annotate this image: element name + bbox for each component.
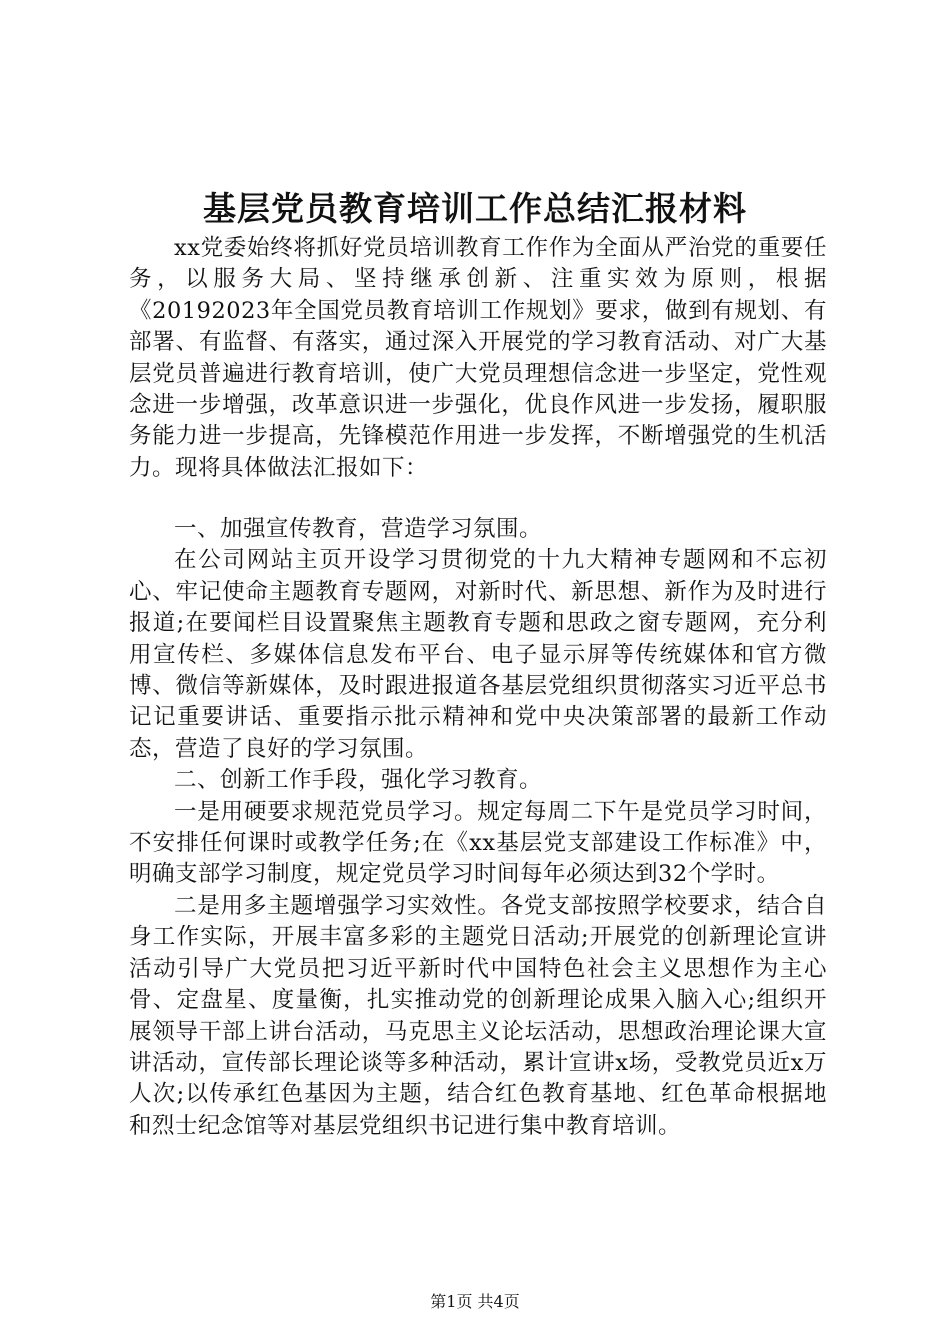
section2-heading: 二、创新工作手段，强化学习教育。 xyxy=(174,767,543,794)
sections-block xyxy=(129,514,827,1142)
document-title: 基层党员教育培训工作总结汇报材料 xyxy=(203,189,747,228)
section2-paragraph-1: 一是用硬要求规范党员学习。规定每周二下午是党员学习时间，不安排任何课时或教学任务;在《xx基层党支部建设工作标准》中，明确支部学习制度，规定党员学习时间每年必须达到32个学时。 xyxy=(129,798,827,888)
section2-paragraph-2: 二是用多主题增强学习实效性。各党支部按照学校要求，结合自身工作实际，开展丰富多彩的主题党日活动;开展党的创新理论宣讲活动引导广大党员把习近平新时代中国特色社会主义思想作为主心骨、定盘星、度量衡，扎实推动党的创新理论成果入脑入心;组织开展领导干部上讲台活动，马克思主义论坛活动，思想政治理论课大宣讲活动，宣传部长理论谈等多种活动，累计宣讲x场，受教党员近x万人次;以传承红色基因为主题，结合红色教育基地、红色革命根据地和烈士纪念馆等对基层党组织书记进行集中教育培训。 xyxy=(129,892,827,1139)
section1-paragraph: 在公司网站主页开设学习贯彻党的十九大精神专题网和不忘初心、牢记使命主题教育专题网，对新时代、新思想、新作为及时进行报道;在要闻栏目设置聚焦主题教育专题和思政之窗专题网，充分利用宣传栏、多媒体信息发布平台、电子显示屏等传统媒体和官方微博、微信等新媒体，及时跟进报道各基层党组织贯彻落实习近平总书记记重要讲话、重要指示批示精神和党中央决策部署的最新工作动态，营造了良好的学习氛围。 xyxy=(129,547,827,762)
intro-block xyxy=(129,233,827,484)
intro-paragraph: xx党委始终将抓好党员培训教育工作作为全面从严治党的重要任务，以服务大局、坚持继承创新、注重实效为原则，根据《20192023年全国党员教育培训工作规划》要求，做到有规划、有部署、有监督、有落实，通过深入开展党的学习教育活动、对广大基层党员普遍进行教育培训，使广大党员理想信念进一步坚定，党性观念进一步增强，改革意识进一步强化，优良作风进一步发扬，履职服务能力进一步提高，先锋模范作用进一步发挥，不断增强党的生机活力。现将具体做法汇报如下： xyxy=(129,235,827,481)
section1-heading: 一、加强宣传教育，营造学习氛围。 xyxy=(174,516,543,542)
page-number-footer: 第1页 共4页 xyxy=(430,1292,520,1311)
